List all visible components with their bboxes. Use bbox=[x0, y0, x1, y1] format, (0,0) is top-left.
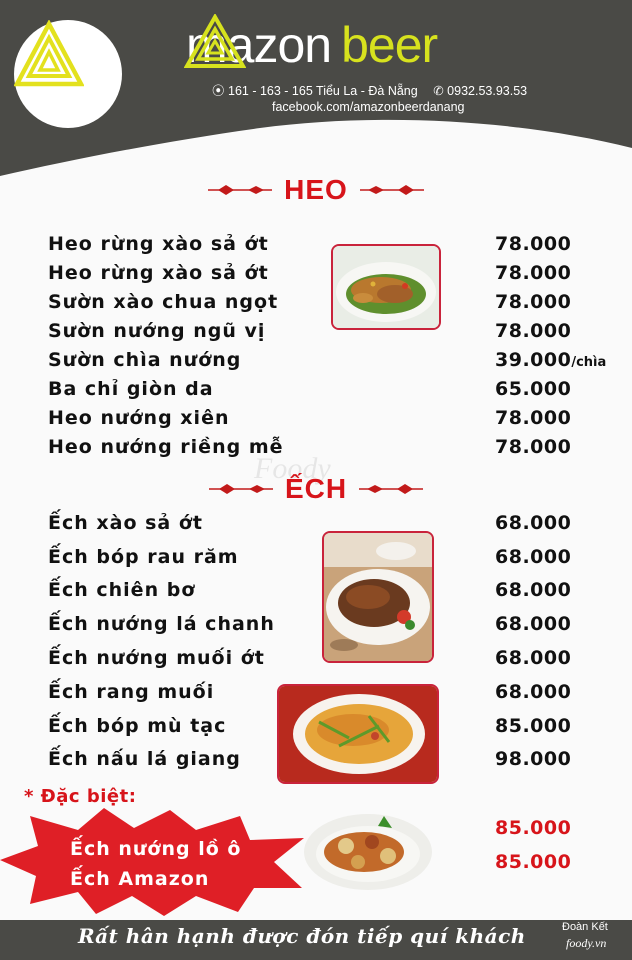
footer-slogan: Rất hân hạnh được đón tiếp quí khách bbox=[78, 924, 526, 948]
special-item-price: 85.000 bbox=[495, 817, 572, 839]
item-name: Heo nướng xiên bbox=[48, 407, 230, 429]
dish-photo-ech-2 bbox=[279, 686, 437, 782]
item-price: 68.000 bbox=[495, 613, 572, 635]
address-text: 161 - 163 - 165 Tiểu La - Đà Nẵng bbox=[228, 84, 418, 98]
special-items bbox=[70, 834, 241, 894]
foody-watermark: Foody bbox=[254, 452, 331, 485]
item-price: 78.000 bbox=[495, 320, 572, 342]
triangle-logo-icon bbox=[184, 14, 246, 70]
special-item-price: 85.000 bbox=[495, 851, 572, 873]
item-price: 78.000 bbox=[495, 291, 572, 313]
logo-badge bbox=[14, 20, 122, 128]
item-name: Sườn xào chua ngọt bbox=[48, 291, 279, 313]
menu-item bbox=[48, 378, 618, 406]
menu-item bbox=[48, 436, 618, 464]
watermark-location: Đoàn Kết bbox=[562, 921, 608, 933]
brand-word-beer: beer bbox=[341, 17, 438, 73]
item-price: 78.000 bbox=[495, 436, 572, 458]
item-price: 68.000 bbox=[495, 681, 572, 703]
section-title-text: ẾCH bbox=[284, 473, 348, 504]
item-name: Heo rừng xào sả ớt bbox=[48, 233, 269, 255]
item-price: 78.000 bbox=[495, 262, 572, 284]
item-name: Ba chỉ giòn da bbox=[48, 378, 214, 400]
dish-photo-ech-1 bbox=[324, 533, 432, 661]
item-name: Ếch bóp mù tạc bbox=[48, 715, 227, 737]
item-name: Ếch nướng muối ớt bbox=[48, 647, 265, 669]
menu-item bbox=[48, 407, 618, 435]
special-label: * Đặc biệt: bbox=[24, 786, 137, 807]
header bbox=[0, 0, 632, 185]
section-title-text: HEO bbox=[284, 174, 348, 205]
item-price: 65.000 bbox=[495, 378, 572, 400]
item-price: 68.000 bbox=[495, 546, 572, 568]
watermark-foody: foody.vn bbox=[566, 936, 607, 950]
item-name: Ếch bóp rau răm bbox=[48, 546, 239, 568]
item-name: Heo nướng riềng mễ bbox=[48, 436, 284, 458]
right-ornament-icon bbox=[360, 184, 424, 196]
item-unit: /chìa bbox=[571, 355, 607, 370]
brand-wordmark bbox=[184, 14, 437, 76]
left-ornament-icon bbox=[208, 184, 272, 196]
item-name: Ếch nấu lá giang bbox=[48, 748, 241, 770]
special-item-name: Ếch Amazon bbox=[70, 868, 210, 890]
section-title-heo bbox=[0, 174, 632, 206]
item-name: Sườn nướng ngũ vị bbox=[48, 320, 266, 342]
item-price: 78.000 bbox=[495, 233, 572, 255]
dish-photo-special bbox=[300, 806, 436, 894]
facebook-link[interactable]: facebook.com/amazonbeerdanang bbox=[272, 100, 465, 114]
left-ornament-icon bbox=[209, 483, 273, 495]
brand-word-mazon: mazon bbox=[186, 17, 332, 73]
item-price: 85.000 bbox=[495, 715, 572, 737]
item-name: Ếch rang muối bbox=[48, 681, 215, 703]
dish-photo-heo bbox=[333, 246, 439, 328]
phone-icon: ✆ bbox=[433, 84, 444, 98]
item-name: Ếch xào sả ớt bbox=[48, 512, 204, 534]
item-price: 68.000 bbox=[495, 512, 572, 534]
section-title-ech bbox=[0, 473, 632, 505]
contact-line bbox=[212, 81, 527, 99]
item-name: Heo rừng xào sả ớt bbox=[48, 262, 269, 284]
item-price: 68.000 bbox=[495, 647, 572, 669]
item-name: Ếch nướng lá chanh bbox=[48, 613, 275, 635]
triangle-logo-icon bbox=[14, 20, 84, 90]
special-item-name: Ếch nướng lồ ô bbox=[70, 838, 242, 860]
phone-text: 0932.53.93.53 bbox=[447, 84, 528, 98]
location-icon: ⦿ bbox=[212, 84, 225, 98]
item-name: Ếch chiên bơ bbox=[48, 579, 196, 601]
item-price: 98.000 bbox=[495, 748, 572, 770]
item-price: 68.000 bbox=[495, 579, 572, 601]
right-ornament-icon bbox=[359, 483, 423, 495]
item-name: Sườn chìa nướng bbox=[48, 349, 242, 371]
menu-item bbox=[48, 349, 618, 377]
item-price: 78.000 bbox=[495, 407, 572, 429]
item-price: 39.000 bbox=[495, 349, 572, 371]
